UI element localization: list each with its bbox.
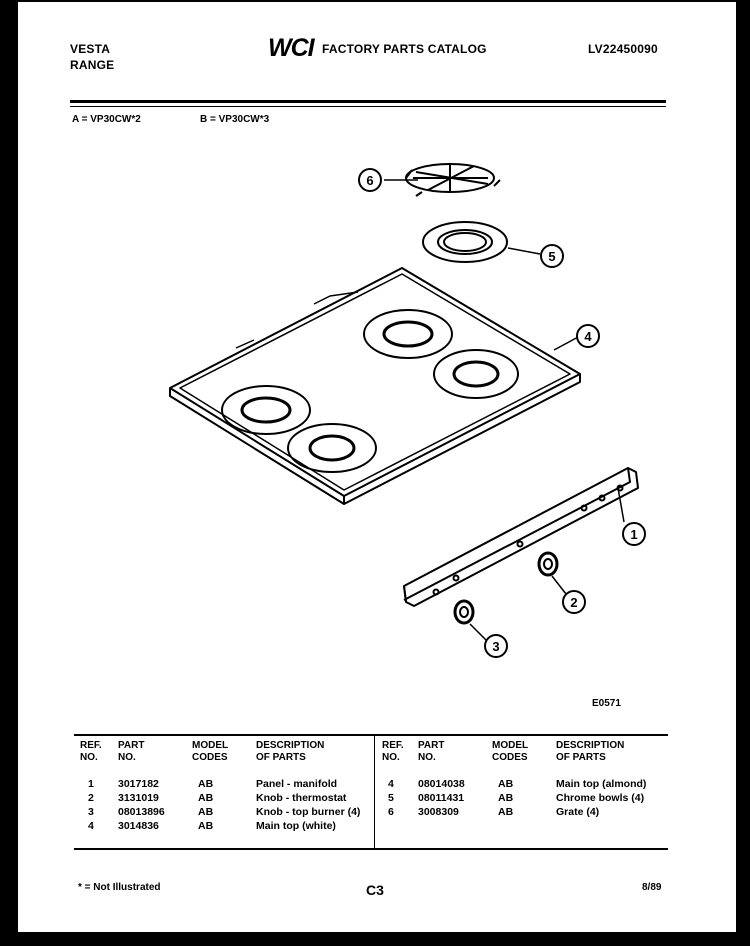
table-top-rule bbox=[74, 734, 668, 736]
table-cell: NO. bbox=[382, 752, 400, 763]
manifold-panel-drawing bbox=[404, 468, 638, 606]
grate-drawing bbox=[406, 164, 500, 196]
model-a-label: A = VP30CW*2 bbox=[72, 114, 141, 125]
callout-4: 4 bbox=[584, 329, 592, 344]
table-cell: 2 bbox=[88, 792, 94, 804]
page-code: C3 bbox=[366, 882, 384, 898]
brand-name: VESTA bbox=[70, 42, 111, 56]
table-cell: AB bbox=[498, 778, 514, 790]
table-cell: NO. bbox=[118, 752, 136, 763]
table-cell: AB bbox=[498, 792, 514, 804]
table-cell: 3017182 bbox=[118, 778, 159, 790]
table-cell: 3008309 bbox=[418, 806, 459, 818]
callout-6: 6 bbox=[366, 173, 374, 188]
table-cell: 08014038 bbox=[418, 778, 465, 790]
table-cell: PART bbox=[418, 740, 445, 751]
table-cell: Panel - manifold bbox=[256, 778, 338, 790]
drawing-number: E0571 bbox=[592, 698, 621, 709]
table-cell: CODES bbox=[192, 752, 228, 763]
table-cell: 4 bbox=[88, 820, 94, 832]
table-cell: 1 bbox=[88, 778, 94, 790]
table-cell: Grate (4) bbox=[556, 806, 600, 818]
table-cell: PART bbox=[118, 740, 145, 751]
table-cell: 08013896 bbox=[118, 806, 165, 818]
table-cell: AB bbox=[198, 778, 214, 790]
callout-2: 2 bbox=[570, 595, 578, 610]
table-cell: Knob - top burner (4) bbox=[256, 806, 361, 818]
table-cell: AB bbox=[198, 806, 214, 818]
chrome-bowl-drawing bbox=[423, 222, 507, 262]
table-cell: 3014836 bbox=[118, 820, 159, 832]
table-cell: REF. bbox=[80, 740, 102, 751]
thermostat-knob-drawing bbox=[539, 553, 557, 575]
table-cell: REF. bbox=[382, 740, 404, 751]
main-top-drawing bbox=[170, 268, 580, 504]
table-cell: DESCRIPTION bbox=[256, 740, 325, 751]
table-cell: 5 bbox=[388, 792, 394, 804]
table-cell: 3131019 bbox=[118, 792, 159, 804]
table-cell: AB bbox=[198, 820, 214, 832]
model-b-label: B = VP30CW*3 bbox=[200, 114, 270, 125]
catalog-number: LV22450090 bbox=[588, 42, 658, 56]
table-cell: MODEL bbox=[192, 740, 229, 751]
table-cell: 6 bbox=[388, 806, 394, 818]
callout-5: 5 bbox=[548, 249, 556, 264]
table-bottom-rule bbox=[74, 848, 668, 850]
catalog-title: FACTORY PARTS CATALOG bbox=[322, 42, 487, 56]
table-cell: OF PARTS bbox=[256, 752, 306, 763]
table-cell: 08011431 bbox=[418, 792, 465, 804]
table-cell: OF PARTS bbox=[556, 752, 606, 763]
catalog-date: 8/89 bbox=[642, 882, 662, 893]
table-cell: Chrome bowls (4) bbox=[556, 792, 645, 804]
table-cell: Main top (white) bbox=[256, 820, 336, 832]
table-cell: NO. bbox=[418, 752, 436, 763]
table-cell: 4 bbox=[388, 778, 394, 790]
burner-knob-drawing bbox=[455, 601, 473, 623]
catalog-page bbox=[18, 2, 736, 932]
table-center-divider bbox=[374, 736, 375, 848]
table-cell: CODES bbox=[492, 752, 528, 763]
table-cell: Main top (almond) bbox=[556, 778, 647, 790]
table-cell: 3 bbox=[88, 806, 94, 818]
table-cell: DESCRIPTION bbox=[556, 740, 625, 751]
callout-3: 3 bbox=[492, 639, 500, 654]
callout-1: 1 bbox=[630, 527, 638, 542]
product-type: RANGE bbox=[70, 58, 115, 72]
table-cell: NO. bbox=[80, 752, 98, 763]
table-cell: Knob - thermostat bbox=[256, 792, 347, 804]
table-cell: AB bbox=[498, 806, 514, 818]
wci-logo: WCI bbox=[268, 34, 314, 62]
table-cell: AB bbox=[198, 792, 214, 804]
table-cell: MODEL bbox=[492, 740, 529, 751]
not-illustrated-note: * = Not Illustrated bbox=[78, 882, 161, 893]
